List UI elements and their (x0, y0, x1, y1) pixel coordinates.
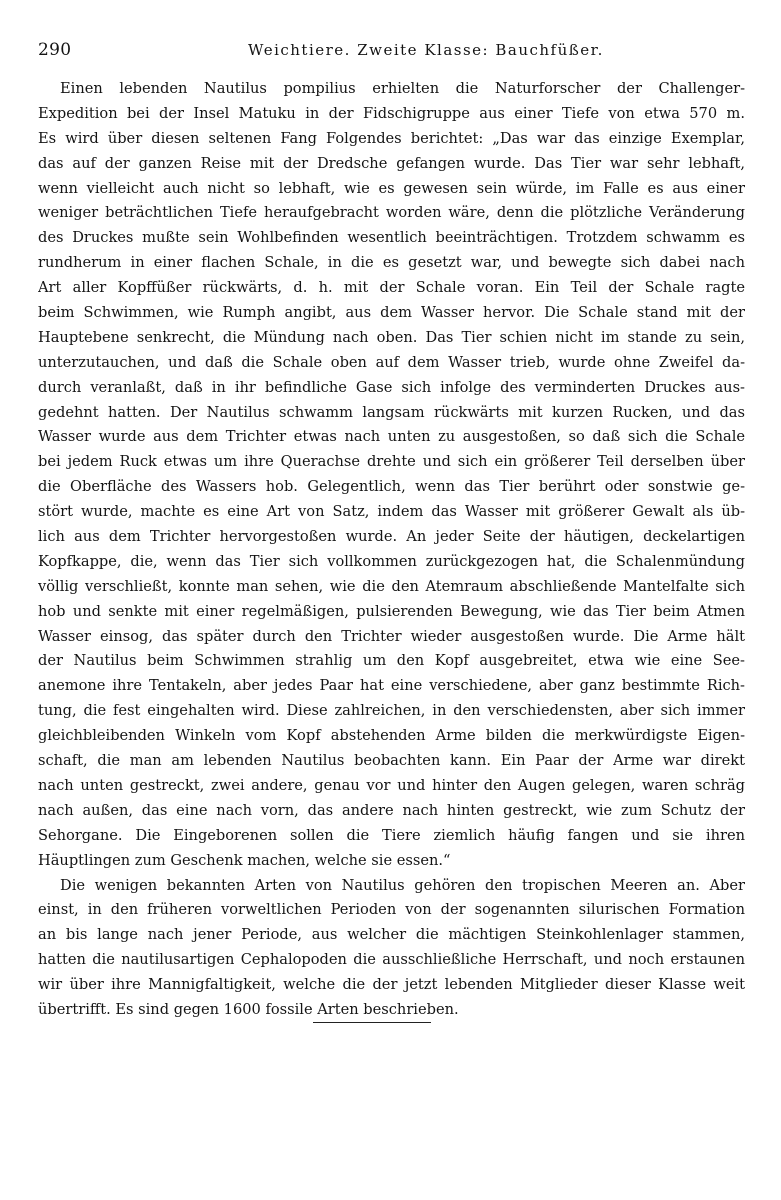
text-line: gedehnt hatten. Der Nautilus schwamm langsam rückwärts mit kurzen Rucken, und das (38, 403, 745, 421)
text-line: hatten die nautilusartigen Cephalopoden die ausschließliche Herrschaft, und noch erstaunen (38, 951, 745, 969)
text-line: Häuptlingen zum Geschenk machen, welche sie essen.“ (38, 851, 451, 869)
text-line: Einen lebenden Nautilus pompilius erhielten die Naturforscher der Challenger- (60, 80, 745, 97)
text-line: weniger beträchtlichen Tiefe heraufgebracht worden wäre, denn die plötzliche Veränderung (38, 204, 745, 222)
text-line: übertrifft. Es sind gegen 1600 fossile Arten beschrieben. (38, 1000, 459, 1018)
text-line: das auf der ganzen Reise mit der Dredsche gefangen wurde. Das Tier war sehr lebhaft, (38, 154, 745, 172)
text-line: anemone ihre Tentakeln, aber jedes Paar hat eine verschiedene, aber ganz bestimmte Rich- (38, 677, 745, 695)
text-line: unterzutauchen, und daß die Schale oben auf dem Wasser trieb, wurde ohne Zweifel da- (38, 353, 745, 371)
text-line: Hauptebene senkrecht, die Mündung nach oben. Das Tier schien nicht im stande zu sein, (38, 328, 745, 346)
text-line: völlig verschließt, konnte man sehen, wie die den Atemraum abschließende Mantelfalte sich (38, 577, 745, 595)
text-line: durch veranlaßt, daß in ihr befindliche Gase sich infolge des verminderten Druckes aus- (38, 378, 745, 396)
text-line: bei jedem Ruck etwas um ihre Querachse drehte und sich ein größerer Teil derselben über (38, 453, 745, 471)
text-line: des Druckes mußte sein Wohlbefinden wesentlich beeinträchtigen. Trotzdem schwamm es (38, 229, 745, 247)
running-head: Weichtiere. Zweite Klasse: Bauchfüßer. (248, 41, 604, 59)
section-end-rule (313, 1022, 431, 1023)
text-line: tung, die fest eingehalten wird. Diese zahlreichen, in den verschiedensten, aber sich immer (38, 702, 745, 720)
text-line: Wasser wurde aus dem Trichter etwas nach unten zu ausgestoßen, so daß sich die Schale (38, 428, 745, 446)
text-line: Es wird über diesen seltenen Fang Folgendes berichtet: „Das war das einzige Exemplar, (38, 129, 745, 147)
text-line: Expedition bei der Insel Matuku in der Fidschigruppe aus einer Tiefe von etwa 570 m. (38, 104, 745, 122)
text-line: Wasser einsog, das später durch den Trichter wieder ausgestoßen wurde. Die Arme hält (38, 627, 745, 645)
text-line: beim Schwimmen, wie Rumph angibt, aus dem Wasser hervor. Die Schale stand mit der (38, 304, 745, 322)
text-line: schaft, die man am lebenden Nautilus beobachten kann. Ein Paar der Arme war direkt (38, 752, 745, 770)
text-line: stört wurde, machte es eine Art von Satz, indem das Wasser mit größerer Gewalt als üb- (38, 503, 745, 521)
text-line: hob und senkte mit einer regelmäßigen, pulsierenden Bewegung, wie das Tier beim Atmen (38, 602, 745, 620)
text-line: gleichbleibenden Winkeln vom Kopf abstehenden Arme bilden die merkwürdigste Eigen- (38, 727, 745, 745)
text-line: nach außen, das eine nach vorn, das andere nach hinten gestreckt, wie zum Schutz der (38, 801, 745, 819)
text-line: wir über ihre Mannigfaltigkeit, welche die der jetzt lebenden Mitglieder dieser Klasse weit (38, 976, 745, 994)
paragraph-nautilus-species (38, 874, 745, 1023)
page-header (38, 40, 743, 66)
text-line: Art aller Kopffüßer rückwärts, d. h. mit der Schale voran. Ein Teil der Schale ragte (38, 279, 745, 297)
text-line: der Nautilus beim Schwimmen strahlig um den Kopf ausgebreitet, etwa wie eine See- (38, 652, 745, 670)
text-line: rundherum in einer flachen Schale, in die es gesetzt war, und bewegte sich dabei nach (38, 254, 745, 272)
text-line: lich aus dem Trichter hervorgestoßen wurde. An jeder Seite der häutigen, deckelartigen (38, 528, 745, 546)
text-line: Sehorgane. Die Eingeborenen sollen die Tiere ziemlich häufig fangen und sie ihren (38, 826, 745, 844)
text-line: Die wenigen bekannten Arten von Nautilus gehören den tropischen Meeren an. Aber (60, 876, 745, 894)
paragraph-nautilus-report (38, 77, 745, 874)
text-line: nach unten gestreckt, zwei andere, genau vor und hinter den Augen gelegen, waren schräg (38, 776, 745, 794)
text-line: an bis lange nach jener Periode, aus welcher die mächtigen Steinkohlenlager stammen, (38, 926, 745, 944)
text-line: einst, in den früheren vorweltlichen Perioden von der sogenannten silurischen Formation (38, 901, 745, 919)
text-line: Kopfkappe, die, wenn das Tier sich vollkommen zurückgezogen hat, die Schalenmündung (38, 552, 745, 570)
page-number: 290 (38, 40, 72, 60)
text-line: die Oberfläche des Wassers hob. Gelegentlich, wenn das Tier berührt oder sonstwie ge- (38, 478, 745, 496)
text-line: wenn vielleicht auch nicht so lebhaft, wie es gewesen sein würde, im Falle es aus einer (38, 179, 745, 197)
body-text (38, 77, 745, 1023)
